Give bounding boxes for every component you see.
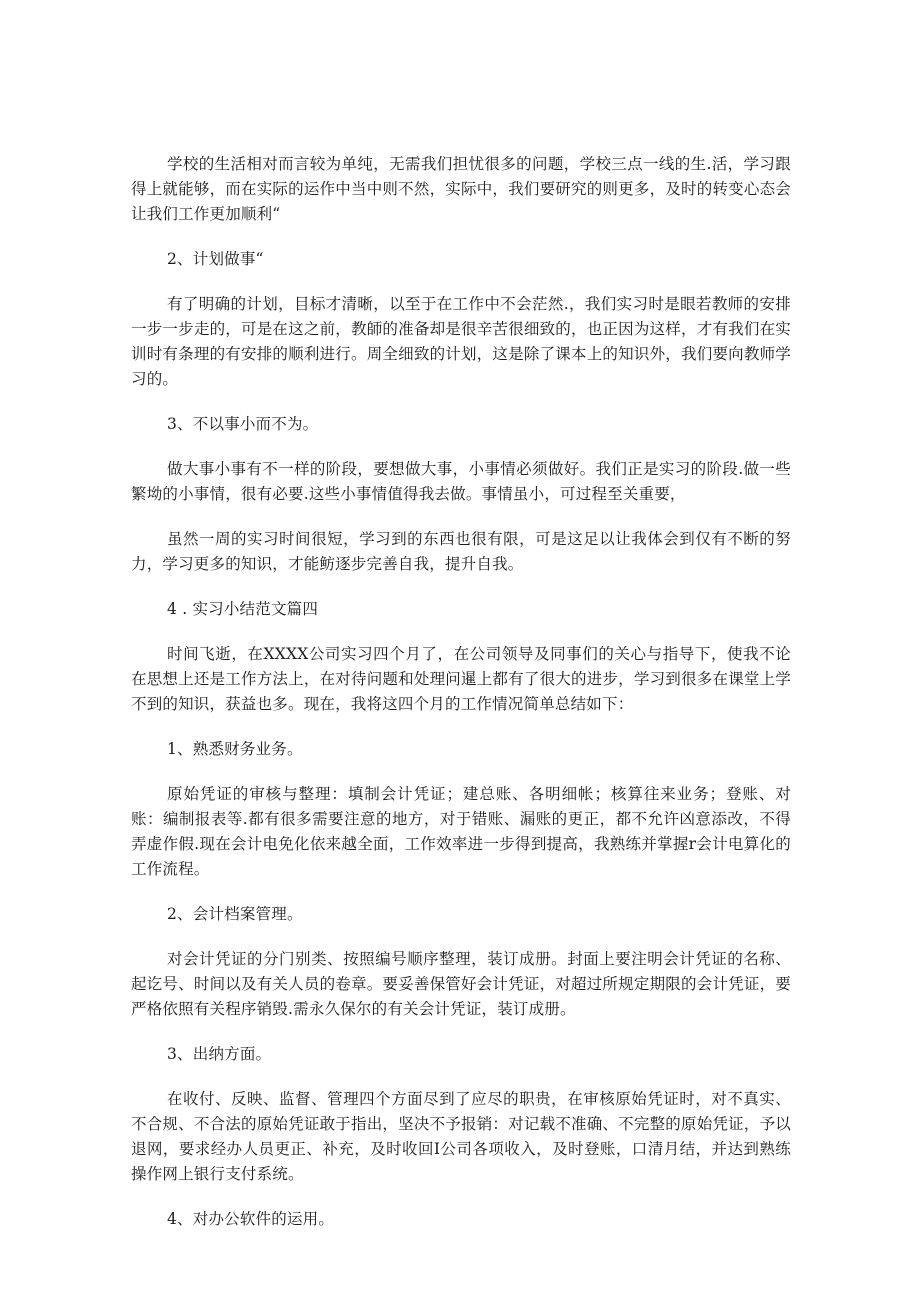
document-page	[131, 152, 791, 1252]
paragraph-voucher-archiving: 对会计凭证的分门别类、按照编号顺序整理，装订成册。封面上要注明会计凭证的名称、起讫号、时间以及有关人员的卷章。要妥善保管好会计凭证，对超过所规定期限的会计凭证，要严格依照有关程序销毁.需永久保尔的有关会计凭证，装订成册。	[131, 950, 791, 1018]
paragraph-one-week-internship: 虽然一周的实习时间很短，学习到的东西也很有限，可是这足以让我体会到仅有不断的努力，学习更多的知识，才能鲂逐步完善自我，提升自我。	[131, 530, 791, 573]
paragraph-voucher-review: 原始凭证的审核与整理：填制会计凭证；建总账、各明细帐；核算往来业务；登账、对账：编制报表等.都有很多需要注意的地方，对于错账、漏账的更正，都不允许凶意添改，不得弄虚作假.现在会计电免化依来越全面，工作效率进一步得到提高，我熟练并掌握r会计电算化的工作流程。	[131, 785, 791, 878]
paragraph-cashier-duties: 在收付、反映、监督、管理四个方面尽到了应尽的职贵，在审核原始凭证时，对不真实、不合规、不合法的原始凭证敢于指出，坚决不予报销：对记载不准确、不完整的原始凭证，予以退网，要求经办人员更正、补充，及时收回I公司各项收入，及时登账，口清月结，并达到熟练操作网上银行支付系统。	[131, 1090, 791, 1183]
heading-archive-management: 2、会计档案管理。	[167, 905, 303, 923]
paragraph-four-months: 时间飞逝，在XXXX公司实习四个月了，在公司领导及同事们的关心与指导下，使我不论在思想上还是工作方法上，在对待问题和处理问暹上都有了很大的进步，学习到很多在课堂上学不到的知识，获益也多。现在，我将这四个月的工作情况简单总结如下：	[131, 645, 791, 713]
heading-finance-business: 1、熟悉财务业务。	[167, 740, 303, 758]
heading-summary-part-four: 4 . 实习小结范文篇四	[167, 600, 319, 618]
heading-plan-work: 2、计划做事“	[167, 250, 264, 268]
heading-office-software: 4、对办公软件的运用。	[167, 1210, 335, 1228]
heading-small-things: 3、不以事小而不为。	[167, 415, 319, 433]
paragraph-campus-life: 学校的生活相对而言较为单纯，无需我们担忧很多的问题，学校三点一线的生.活，学习跟得上就能够，而在实际的运作中当中则不然，实际中，我们要研究的则更多，及时的转变心态会让我们工作更加顺利“	[131, 155, 791, 223]
paragraph-big-small-things: 做大事小事有不一样的阶段，要想做大事，小事情必须做好。我们正是实习的阶段.做一些繁坳的小事情，很有必要.这些小事情值得我去做。事情虽小，可过程至关重要，	[131, 460, 791, 503]
heading-cashier: 3、出纳方面。	[167, 1045, 272, 1063]
paragraph-clear-plan: 有了明确的计划，目标才清晰，以至于在工作中不会茫然.，我们实习时是眼若教师的安排一步一步走的，可是在这之前，教師的准备却是很辛苦很细致的，也正因为这样，才有我们在实训时有条理的有安排的顺利进行。周全细致的计划，这是除了课本上的知识外，我们要向教师学习的。	[131, 295, 791, 388]
